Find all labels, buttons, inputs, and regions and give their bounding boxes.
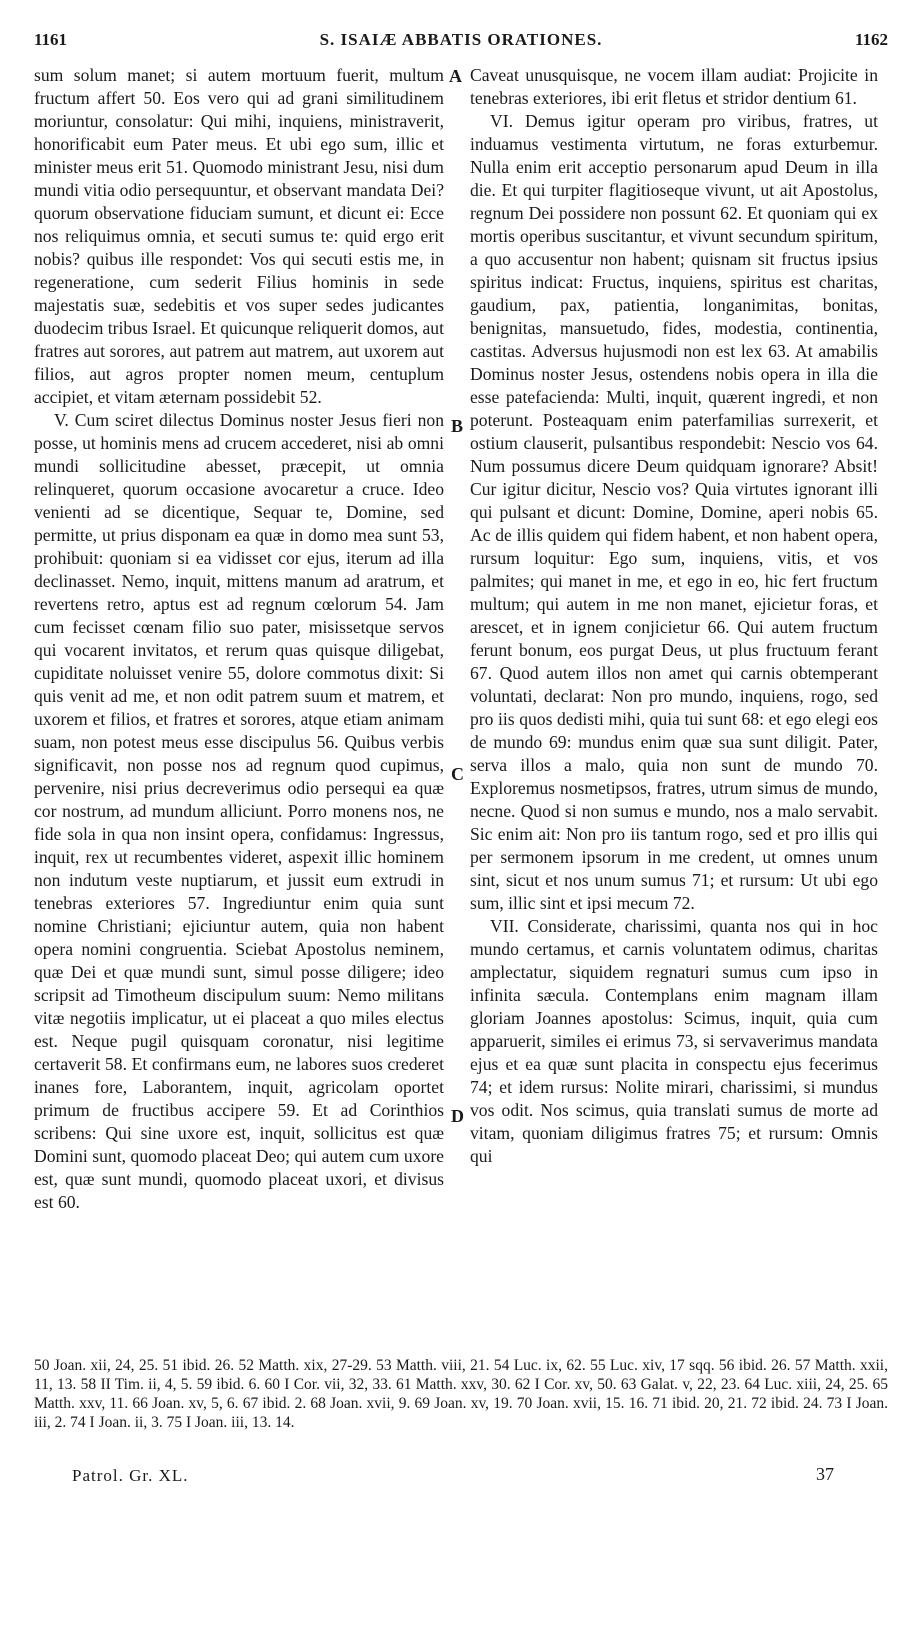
footer-signature-number: 37 bbox=[816, 1464, 834, 1484]
footnotes bbox=[34, 1356, 888, 1432]
left-paragraph-1: sum solum manet; si autem mortuum fuerit, multum fructum affert 50. Eos vero qui ad grani similitudinem moriuntur, consolatur: Qui mihi, inquiens, ministraverit, honorificabit eum Pater meus. Et ubi ego sum, illic et minister meus erit 51. Quomodo ministrant Jesu, nisi dum mundi vitia odio persequuntur, et observant mandata Dei? quorum observatione fiduciam sumunt, et dicunt ei: Ecce nos reliquimus omnia, et secuti sumus te: quid ergo erit nobis? quibus ille respondet: Vos qui secuti estis me, in regeneratione, cum sederit Filius hominis in sede majestatis suæ, sedebitis et vos super sedes judicantes duodecim tribus Israel. Et quicunque reliquerit domos, aut fratres aut sorores, aut patrem aut matrem, aut uxorem aut filios, aut agros propter nomen meum, centuplum accipiet, et vitam æternam possidebit 52. bbox=[34, 65, 444, 407]
right-paragraph-3: VII. Considerate, charissimi, quanta nos qui in hoc mundo certamus, et carnis voluntatem odimus, charitas amplectatur, siquidem regnaturi sumus cum ipso in infinita sæcula. Contemplans enim magnam illam gloriam Joannes apostolus: Scimus, inquit, quia cum apparuerit, similes ei erimus 73, si servaverimus mandata ejus et ea quæ sunt placita in conspectu ejus fecerimus 74; et idem rursus: Nolite mirari, charissimi, si mundus vos odit. Nos scimus, quia translati sumus de morte ad vitam, quoniam diligimus fratres 75; et rursum: Omnis qui bbox=[470, 916, 878, 1166]
page-header bbox=[34, 30, 888, 56]
right-paragraph-2: VI. Demus igitur operam pro viribus, fratres, ut induamus vestimenta virtutum, ne foras exturbemur. Nulla enim erit acceptio personarum apud Deum in illa die. Et qui turpiter flagitioseque vivunt, ut ait Apostolus, regnum Dei possidere non possunt 62. Et quoniam qui ex mortis operibus suscitantur, et vivunt secundum spiritum, a quo accusentur non habent; quisnam sit fructus ipsius spiritus indicat: Fructus, inquiens, spiritus est charitas, gaudium, pax, patientia, longanimitas, bonitas, benignitas, mansuetudo, fides, modestia, continentia, castitas. Adversus hujusmodi non est lex 63. At amabilis Dominus noster Jesus, ostendens nobis opera in illa die esse patefacienda: Multi, inquit, quærent ingredi, et non poterunt. Posteaquam enim paterfamilias surrexerit, et ostium clauserit, pulsantibus respondebit: Nescio vos 64. Num possumus dicere Deum quidquam ignorare? Absit! Cur igitur dicitur, Nescio vos? Quia virtutes ignorant illi qui pulsant et dicunt: Domine, Domine, aperi nobis 65. Ac de illis quidem qui fidem habent, et non habent opera, rursum loquitur: Ego sum, inquiens, vitis, et vos palmites; qui manet in me, et ego in eo, hic fert fructum multum; qui autem in me non manet, ejicietur foras, et arescet, et in ignem conjicietur 66. Qui autem fructum ferunt bonum, eos purgat Deus, ut plus fructuum ferant 67. Quod autem illos non amet qui carnis obtemperant voluntati, declarat: Non pro mundo, inquiens, rogo, sed pro iis quos dedisti mihi, quia tui sunt 68: et ego elegi eos de mundo 69: mundus enim quæ sua sunt diligit. Pater, serva illos a malo, quia non sunt de mundo 70. Exploremus nosmetipsos, fratres, utrum simus de mundo, necne. Quod si non sumus e mundo, nos a malo servabit. Sic enim ait: Non pro iis tantum rogo, sed et pro illis qui per sermonem ipsorum in me credent, ut omnes unum sint, sicut et nos unum sumus 71; et rursum: Ut ubi ego sum, illic sint et ipsi mecum 72. bbox=[470, 111, 878, 913]
right-paragraph-1: Caveat unusquisque, ne vocem illam audiat: Projicite in tenebras exteriores, ibi erit fletus et stridor dentium 61. bbox=[470, 65, 878, 108]
page-number-right: 1162 bbox=[854, 30, 888, 49]
page-number-left: 1161 bbox=[34, 30, 68, 49]
left-paragraph-2: V. Cum sciret dilectus Dominus noster Jesus fieri non posse, ut hominis mens ad crucem accederet, nisi ab omni mundi sollicitudine abesset, præcepit, ut omnia relinqueret, quorum occasione avocaretur a cruce. Ideo venienti ad se dicentique, Sequar te, Domine, sed permitte, ut prius disponam ea quæ in domo mea sunt 53, prohibuit: quoniam si ea vidisset cor ejus, iterum ad illa declinasset. Nemo, inquit, mittens manum ad aratrum, et revertens retro, aptus est ad regnum cœlorum 54. Jam cum fecisset cœnam filio suo pater, misissetque servos qui vocarent invitatos, et rerum quas quisque diligebat, cupiditate noluisset venire 55, dolore commotus dixit: Si quis venit ad me, et non odit patrem suum et matrem, et uxorem et filios, et fratres et sorores, atque etiam animam suam, non potest meus esse discipulus 56. Quibus verbis significavit, non posse nos ad regnum quod cupimus, pervenire, nisi prius decreverimus odio persequi ea quæ cor nostrum, ad mundum alliciunt. Porro monens nos, ne fide sola in qua non insint opera, confidamus: Ingressus, inquit, rex ut recumbentes videret, aspexit illic hominem non indutum veste nuptiarum, et jussit eum extrudi in tenebras exteriores 57. Ingrediuntur enim quia sunt nomine Christiani; ejiciuntur autem, quia non habent opera nomini congruentia. Sciebat Apostolus neminem, quæ Dei et quæ mundi sunt, simul posse diligere; ideo scripsit ad Timotheum discipulum suum: Nemo militans vitæ negotiis implicatur, ut ei placeat a quo miles electus est. Neque pugil quisquam coronatur, nisi legitime certaverit 58. Et confirmans eum, ne labores suos crederet inanes fore, Laborantem, inquit, agricolam oportet primum de fructibus accipere 59. Et ad Corinthios scribens: Qui sine uxore est, inquit, sollicitus est quæ Domini sunt, quomodo placeat Deo; qui autem cum uxore est, quæ sunt mundi, quomodo placeat uxori, et divisus est 60. bbox=[34, 410, 444, 1212]
running-title: S. ISAIÆ ABBATIS ORATIONES. bbox=[319, 30, 603, 49]
margin-marker-d: D bbox=[451, 1106, 464, 1126]
margin-marker-b: B bbox=[451, 416, 464, 436]
footnote-list: 50 Joan. xii, 24, 25. 51 ibid. 26. 52 Matth. xix, 27-29. 53 Matth. viii, 21. 54 Luc. ix, 62. 55 Luc. xiv, 17 sqq. 56 ibid. 26. 57 Matth. xxii, 11, 13. 58 II Tim. ii, 4, 5. 59 ibid. 6. 60 I Cor. vii, 32, 33. 61 Matth. xxv, 30. 62 I Cor. xv, 50. 63 Galat. v, 22, 23. 64 Luc. xiii, 24, 25. 65 Matth. xxv, 11. 66 Joan. xv, 5, 6. 67 ibid. 2. 68 Joan. xvii, 9. 69 Joan. xv, 19. 70 Joan. xvii, 15. 16. 71 ibid. 20, 21. 72 ibid. 24. 73 I Joan. iii, 2. 74 I Joan. ii, 3. 75 I Joan. iii, 13. 14. bbox=[34, 1357, 888, 1431]
footer-series-label: Patrol. Gr. XL. bbox=[72, 1466, 189, 1485]
margin-marker-c: C bbox=[451, 764, 464, 784]
margin-marker-a: A bbox=[449, 66, 462, 86]
